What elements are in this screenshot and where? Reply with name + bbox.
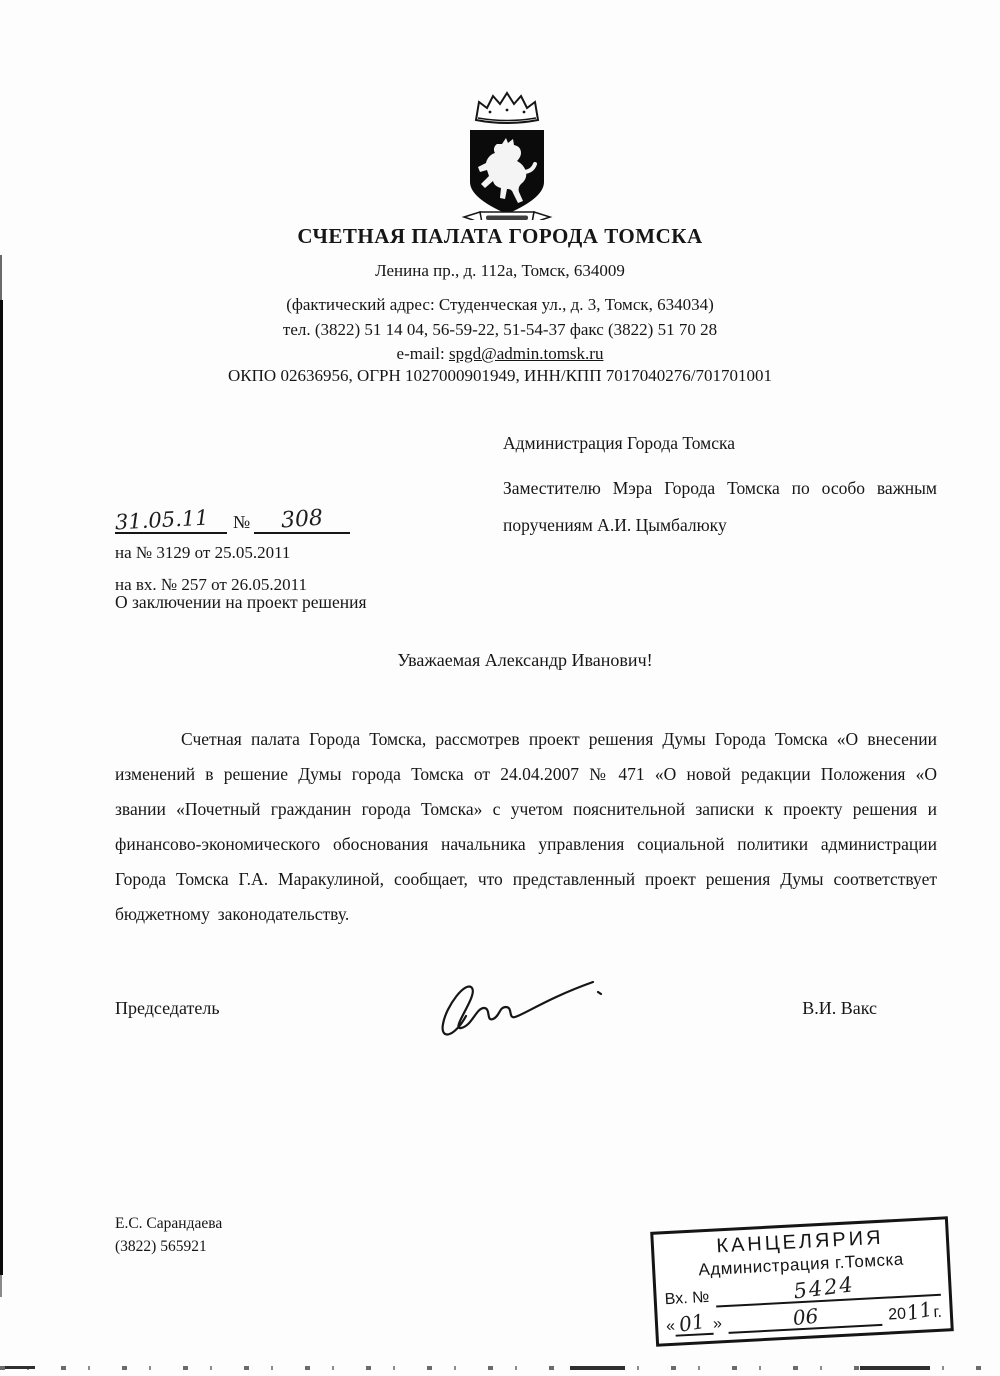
org-actual-address: (фактический адрес: Студенческая ул., д. 3, Томск, 634034) — [286, 295, 714, 314]
registry-stamp — [650, 1216, 954, 1346]
stamp-year — [888, 1298, 943, 1326]
salutation: Уважаемая Александр Иванович! — [397, 650, 653, 670]
contact-phone: (3822) 565921 — [115, 1238, 207, 1255]
ribbon-icon — [464, 212, 550, 220]
scan-noise-segment — [5, 1366, 35, 1369]
contact-block — [115, 1212, 222, 1258]
contact-name: Е.С. Сарандаева — [115, 1215, 223, 1232]
handwritten-signature — [430, 962, 610, 1046]
stamp-subtitle: Администрация г.Томска — [698, 1249, 905, 1280]
quote-open: « — [665, 1317, 676, 1336]
crown-icon — [476, 93, 538, 123]
email-label: e-mail: — [396, 344, 449, 363]
quote-close: » — [712, 1315, 723, 1333]
stamp-title: КАНЦЕЛЯРИЯ — [715, 1226, 885, 1258]
handwritten-incoming-number: 5424 — [792, 1272, 857, 1304]
number-sign: № — [233, 512, 251, 532]
outgoing-number-slot — [254, 507, 350, 534]
addressee-organization: Администрация Города Томска — [503, 433, 736, 453]
email-address: spgd@admin.tomsk.ru — [448, 344, 604, 363]
year-prefix: 20 — [887, 1305, 907, 1324]
signer-name: В.И. Вакс — [802, 998, 877, 1018]
addressee-person: Заместителю Мэра Города Томска по особо важным поручениям А.И. Цымбалюку — [503, 478, 937, 535]
scan-edge-artifact-fade — [0, 1275, 2, 1297]
incoming-reference: на вх. № 257 от 26.05.2011 — [115, 575, 307, 594]
org-email-line — [0, 344, 1000, 364]
outgoing-date-slot — [114, 505, 227, 535]
signer-title: Председатель — [115, 998, 220, 1018]
handwritten-date: 31.05.11 — [114, 505, 210, 535]
handwritten-month: 06 — [791, 1303, 820, 1331]
year-unit: г. — [933, 1303, 943, 1322]
addressee-block — [503, 433, 937, 544]
scan-bottom-noise — [0, 1366, 1000, 1370]
subject-line: О заключении на проект решения — [115, 592, 367, 612]
scan-noise-segment — [570, 1366, 625, 1370]
scan-edge-artifact — [0, 300, 3, 1275]
letter-body: Счетная палата Города Томска, рассмотрев проект решения Думы Города Томска «О внесении изменений в решение Думы города Томска от 24.04.2007 № 471 «О новой редакции Положения «О звании «Почетный гражданин города Томска» с учетом пояснительной записки к проекту решения и финансово-экономического обоснования начальника управления социальной политики администрации Города Томска Г.А. Маракулиной, сообщает, что представленный проект решения Думы соответствует бюджетному законодательству. — [115, 729, 937, 924]
handwritten-number: 308 — [280, 505, 325, 534]
handwritten-year: 11 — [904, 1296, 935, 1326]
tomsk-coat-of-arms — [420, 88, 580, 220]
reference-block — [115, 500, 350, 598]
reply-to-reference: на № 3129 от 25.05.2011 — [115, 543, 291, 562]
handwritten-day: 01 — [677, 1308, 707, 1337]
org-registration-codes: ОКПО 02636956, ОГРН 1027000901949, ИНН/КПП 7017040276/701701001 — [228, 366, 772, 385]
scan-noise-segment — [860, 1366, 930, 1370]
stamp-day-slot — [674, 1308, 713, 1337]
outgoing-number-line — [115, 500, 350, 534]
org-postal-address: Ленина пр., д. 112а, Томск, 634009 — [375, 261, 625, 280]
stamp-incoming-label: Вх. № — [664, 1288, 710, 1309]
stamp-month-slot — [727, 1302, 883, 1334]
org-phones: тел. (3822) 51 14 04, 56-59-22, 51-54-37 факс (3822) 51 70 28 — [282, 320, 718, 339]
org-name: СЧЕТНАЯ ПАЛАТА ГОРОДА ТОМСКА — [297, 224, 703, 248]
